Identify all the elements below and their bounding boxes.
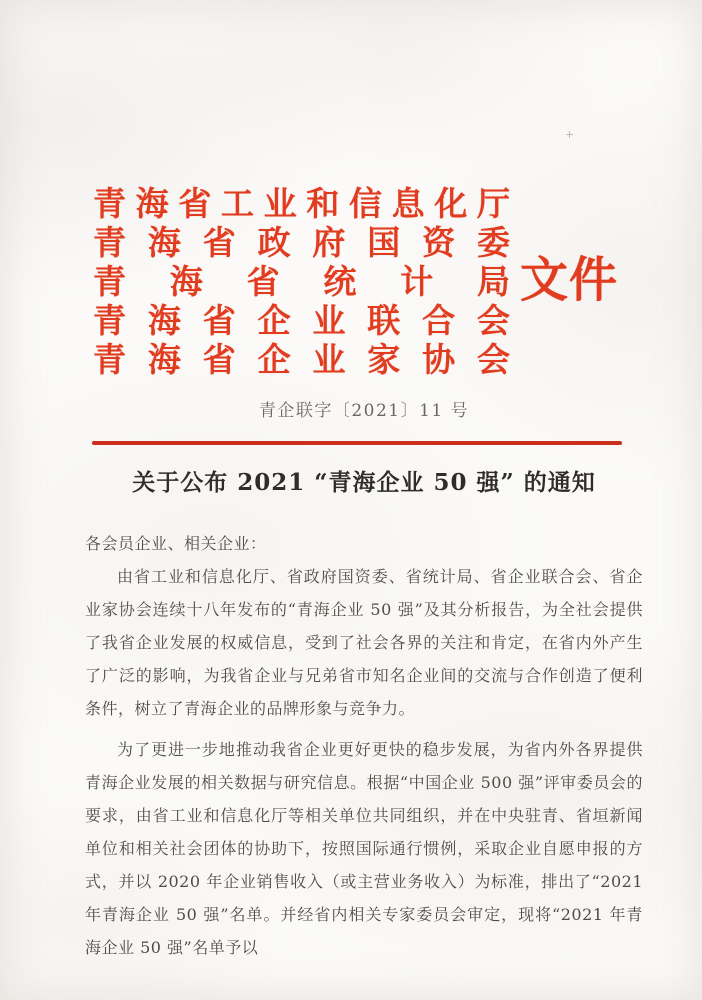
org-name-line-3: 青海省统计局: [93, 262, 510, 301]
body-paragraph-2: 为了更进一步地推动我省企业更好更快的稳步发展，为省内外各界提供青海企业发展的相关数据与研究信息。根据“中国企业 500 强”评审委员会的要求，由省工业和信息化厅等相关单位共同组织，并在中央驻青、省垣新闻单位和相关社会团体的协助下，按照国际通行惯例，采取企业自愿申报的方式，并以 2020 年企业销售收入（或主营业务收入）为标准，排出了“2021 年青海企业 50 强”名单。并经省内相关专家委员会审定，现将“2021 年青海企业 50 强”名单予以: [85, 740, 643, 957]
doc-type-label: 文件: [520, 252, 619, 308]
document-title: 关于公布 2021 “青海企业 50 强” 的通知: [132, 469, 596, 496]
org-name-line-2: 青海省政府国资委: [93, 223, 510, 262]
header-divider: [92, 441, 622, 445]
letterhead: [93, 184, 510, 379]
org-name-line-1: 青海省工业和信息化厅: [93, 184, 510, 223]
doc-reference-number: 青企联字〔2021〕11 号: [258, 401, 470, 421]
scan-speck-icon: [566, 131, 573, 138]
document-body: [85, 527, 643, 964]
org-name-line-5: 青海省企业家协会: [93, 340, 510, 379]
salutation: 各会员企业、相关企业：: [85, 534, 267, 553]
org-name-line-4: 青海省企业联合会: [93, 301, 510, 340]
body-paragraph-1: 由省工业和信息化厅、省政府国资委、省统计局、省企业联合会、省企业家协会连续十八年发布的“青海企业 50 强”及其分析报告，为全社会提供了我省企业发展的权威信息，受到了社会各界的关注和肯定，在省内外产生了广泛的影响，为我省企业与兄弟省市知名企业间的交流与合作创造了便利条件，树立了青海企业的品牌形象与竞争力。: [85, 567, 643, 718]
